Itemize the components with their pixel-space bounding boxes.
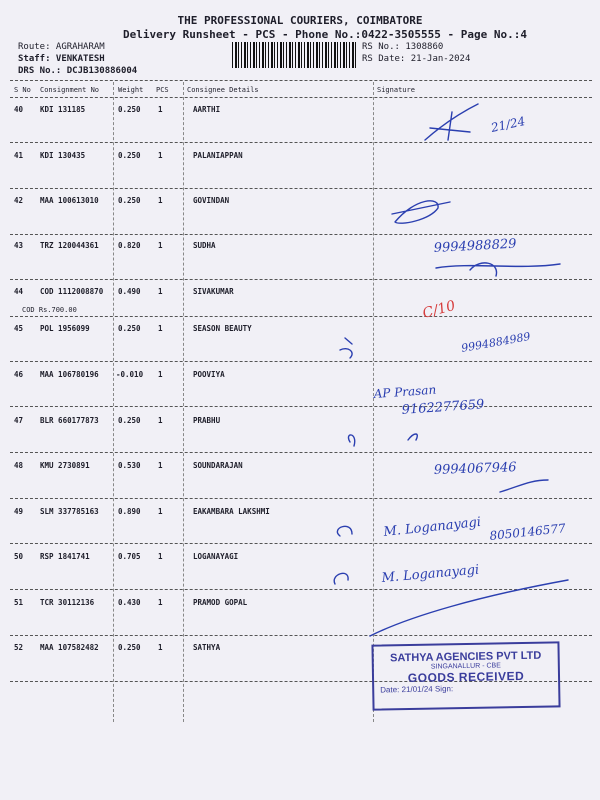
row-weight: 0.705 <box>118 552 141 561</box>
handwritten-cod-mark: C/10 <box>420 297 458 322</box>
col-header-pcs: PCS <box>156 86 169 94</box>
row-pcs: 1 <box>158 241 163 250</box>
signature-scribble <box>500 480 548 492</box>
row-weight: 0.250 <box>118 151 141 160</box>
row-pcs: 1 <box>158 461 163 470</box>
signature-scribble <box>334 526 352 584</box>
row-sno: 43 <box>14 241 24 250</box>
row-weight: 0.430 <box>118 598 141 607</box>
row-sno: 40 <box>14 105 24 114</box>
row-consignee: EAKAMBARA LAKSHMI <box>193 507 270 516</box>
row-pcs: 1 <box>158 552 163 561</box>
rs-date: RS Date: 21-Jan-2024 <box>362 54 471 64</box>
staff-label: Staff: VENKATESH <box>18 54 105 64</box>
row-weight: 0.250 <box>118 416 141 425</box>
row-consignment: POL 1956099 <box>40 324 90 333</box>
row-weight: 0.250 <box>118 196 141 205</box>
row-consignment: KDI 130435 <box>40 151 86 160</box>
row-pcs: 1 <box>158 416 163 425</box>
row-sno: 41 <box>14 151 24 160</box>
row-consignment: TCR 30112136 <box>40 598 95 607</box>
row-pcs: 1 <box>158 507 163 516</box>
row-consignee: GOVINDAN <box>193 196 230 205</box>
row-consignee: POOVIYA <box>193 370 225 379</box>
row-consignee: AARTHI <box>193 105 221 114</box>
row-consignee: PRAMOD GOPAL <box>193 598 248 607</box>
col-header-consignee: Consignee Details <box>187 86 259 94</box>
handwritten-name: M. Loganayagi <box>381 562 480 586</box>
col-header-weight: Weight <box>118 86 144 94</box>
col-header-sno: S No <box>14 86 31 94</box>
row-consignee: SUDHA <box>193 241 216 250</box>
row-pcs: 1 <box>158 151 163 160</box>
row-consignment: KDI 131185 <box>40 105 86 114</box>
signature-scribble <box>425 104 478 140</box>
stamp-date: Date: 21/01/24 Sign: <box>380 684 454 695</box>
rs-number: RS No.: 1308860 <box>362 42 444 52</box>
row-weight: 0.250 <box>118 324 141 333</box>
handwritten-date: 21/24 <box>489 114 527 135</box>
row-sno: 45 <box>14 324 24 333</box>
row-consignee: SIVAKUMAR <box>193 287 234 296</box>
row-sno: 42 <box>14 196 24 205</box>
row-sno: 52 <box>14 643 24 652</box>
handwritten-name: M. Loganayagi <box>382 514 482 540</box>
row-sno: 48 <box>14 461 24 470</box>
row-weight: 0.490 <box>118 287 141 296</box>
signature-scribble <box>370 580 568 636</box>
row-sno: 51 <box>14 598 24 607</box>
row-consignment: MAA 100613010 <box>40 196 99 205</box>
handwritten-phone: 9994067946 <box>433 460 517 478</box>
handwritten-phone: 8050146577 <box>488 521 567 543</box>
stamp-company: SATHYA AGENCIES PVT LTD <box>389 649 542 665</box>
row-weight: -0.010 <box>116 370 144 379</box>
row-pcs: 1 <box>158 196 163 205</box>
signature-scribble <box>340 338 352 358</box>
signature-scribble <box>348 434 417 446</box>
stamp-goods-received: GOODS RECEIVED <box>407 668 525 686</box>
row-consignee: PRABHU <box>193 416 221 425</box>
row-consignment: RSP 1841741 <box>40 552 90 561</box>
row-weight: 0.530 <box>118 461 141 470</box>
row-pcs: 1 <box>158 105 163 114</box>
route-label: Route: AGRAHARAM <box>18 42 105 52</box>
row-sno: 47 <box>14 416 24 425</box>
received-stamp <box>371 641 560 710</box>
row-weight: 0.820 <box>118 241 141 250</box>
handwritten-phone: 9994884989 <box>460 329 532 355</box>
row-pcs: 1 <box>158 370 163 379</box>
drs-number: DRS No.: DCJB130886004 <box>18 66 138 76</box>
stamp-location: SINGANALLUR - CBE <box>430 662 501 671</box>
row-consignee: SEASON BEAUTY <box>193 324 252 333</box>
cod-amount: COD Rs.700.00 <box>22 306 77 314</box>
row-consignee: LOGANAYAGI <box>193 552 239 561</box>
row-consignee: PALANIAPPAN <box>193 151 243 160</box>
row-sno: 44 <box>14 287 24 296</box>
handwritten-name: AP Prasan <box>373 382 437 401</box>
row-weight: 0.250 <box>118 643 141 652</box>
row-consignment: MAA 106780196 <box>40 370 99 379</box>
row-consignment: MAA 107582482 <box>40 643 99 652</box>
signature-scribble <box>392 201 450 223</box>
row-pcs: 1 <box>158 598 163 607</box>
row-consignment: BLR 660177873 <box>40 416 99 425</box>
row-weight: 0.250 <box>118 105 141 114</box>
row-consignment: SLM 337785163 <box>40 507 99 516</box>
col-header-signature: Signature <box>377 86 415 94</box>
row-consignment: TRZ 120044361 <box>40 241 99 250</box>
row-pcs: 1 <box>158 324 163 333</box>
handwritten-phone: 9162277659 <box>401 397 485 418</box>
row-weight: 0.890 <box>118 507 141 516</box>
row-sno: 46 <box>14 370 24 379</box>
runsheet-subtitle: Delivery Runsheet - PCS - Phone No.:0422-3505555 - Page No.:4 <box>123 28 527 41</box>
row-consignment: COD 1112008870 <box>40 287 104 296</box>
col-header-consignment: Consignment No <box>40 86 100 94</box>
row-consignee: SATHYA <box>193 643 221 652</box>
signature-scribble <box>436 263 560 276</box>
row-consignment: KMU 2730891 <box>40 461 90 470</box>
row-sno: 50 <box>14 552 24 561</box>
row-sno: 49 <box>14 507 24 516</box>
row-pcs: 1 <box>158 643 163 652</box>
row-consignee: SOUNDARAJAN <box>193 461 243 470</box>
company-title: THE PROFESSIONAL COURIERS, COIMBATORE <box>177 14 423 27</box>
handwritten-phone: 9994988829 <box>433 236 517 256</box>
row-pcs: 1 <box>158 287 163 296</box>
